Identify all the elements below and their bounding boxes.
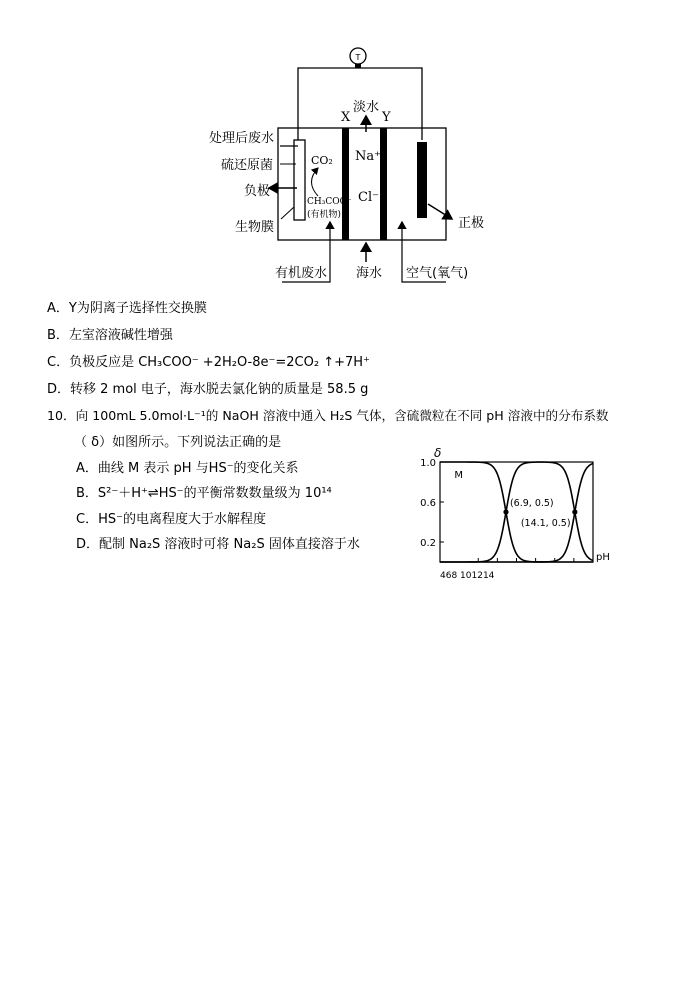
positive-label: 正极 [458,216,485,231]
q10-stem-line1: 10．向 100mL 5.0mol·L⁻¹的 NaOH 溶液中通入 H₂S 气体，含硫微粒在不同 pH 溶液中的分布系数 [47,408,609,423]
curve-m-label: M [454,470,463,481]
y-tick-label: 0.2 [420,538,436,549]
sea-water-label: 海水 [356,266,383,281]
q9-option-d: D．转移 2 mol 电子，海水脱去氯化钠的质量是 58.5 g [47,382,369,397]
q10-stem-line2: （ δ）如图所示。下列说法正确的是 [74,435,282,450]
q10-option-c: C．HS⁻的电离程度大于水解程度 [76,512,266,527]
negative-label: 负极 [244,184,271,199]
fresh-water-label: 淡水 [353,100,380,115]
biofilm-label: 生物膜 [235,220,275,235]
cl-ion-label: Cl⁻ [358,190,379,205]
cell-diagram-svg [0,0,696,300]
negative-electrode [294,140,305,220]
q10-option-a: A．曲线 M 表示 pH 与HS⁻的变化关系 [76,461,299,476]
svg-text:T: T [355,53,361,62]
q9-option-b: B．左室溶液碱性增强 [47,328,173,343]
point-marker [503,509,508,514]
q9-option-a: A．Y为阴离子选择性交换膜 [47,301,207,316]
x-axis-label: pH [596,552,610,563]
q10-option-b: B．S²⁻＋H⁺⇌HS⁻的平衡常数数量级为 10¹⁴ [76,486,332,501]
organic-note-label: (有机物) [307,210,342,220]
membrane-y-label: Y [382,110,391,125]
air-label: 空气(氧气) [406,266,469,281]
membrane-y [380,128,387,240]
q9-option-c: C．负极反应是 CH₃COO⁻ +2H₂O-8e⁻=2CO₂ ↑+7H⁺ [47,355,370,370]
y-tick-label: 1.0 [420,458,436,469]
acetate-label: CH₃COO⁻ [307,197,352,207]
organic-waste-label: 有机废水 [275,266,328,281]
bacteria-label: 硫还原菌 [221,158,274,173]
membrane-x [342,128,349,240]
membrane-x-label: X [341,110,351,125]
treated-waste-label: 处理后废水 [209,131,275,146]
co2-label: CO₂ [311,154,333,167]
y-axis-label: δ [434,446,442,460]
q10-option-d: D．配制 Na₂S 溶液时可将 Na₂S 固体直接溶于水 [76,537,360,552]
point-marker [572,509,577,514]
x-tick-labels: 468 101214 [440,571,495,580]
distribution-chart [410,440,610,580]
na-ion-label: Na⁺ [355,149,381,164]
point-label: (6.9, 0.5) [509,498,554,509]
positive-electrode [417,142,427,218]
point-label: (14.1, 0.5) [520,518,571,529]
y-tick-label: 0.6 [420,498,436,509]
